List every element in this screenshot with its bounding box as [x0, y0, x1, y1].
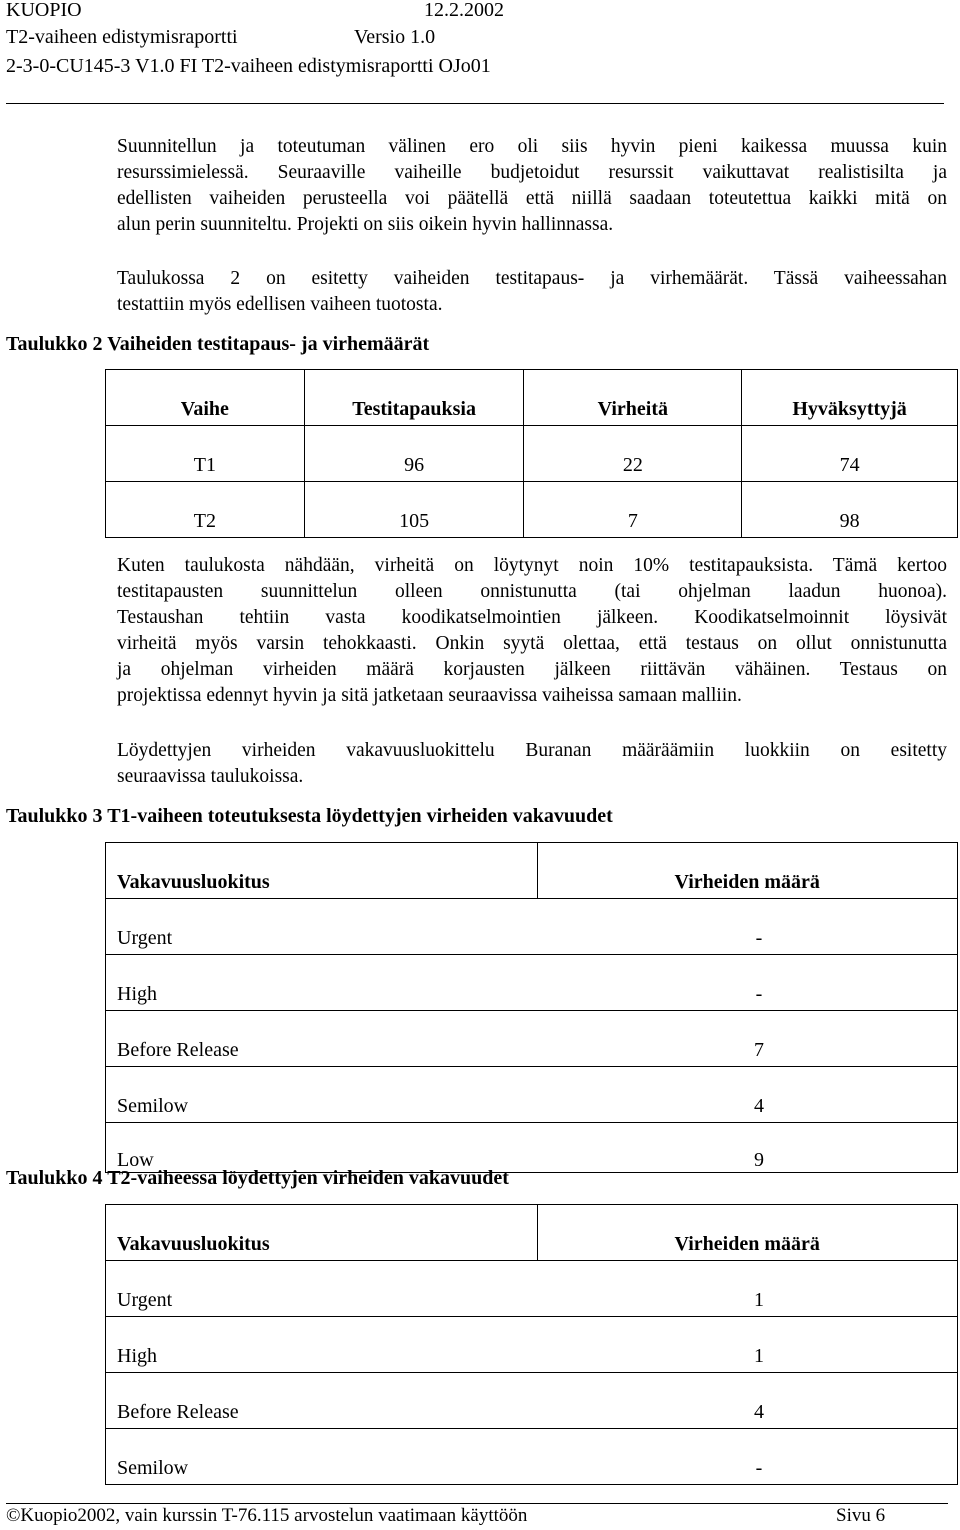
count-value: 1 — [754, 1289, 764, 1311]
table-row — [106, 899, 958, 955]
paragraph-line: testitapausten suunnittelun olleen onnistunutta (tai ohjelman laadun huonoa). — [117, 581, 947, 602]
paragraph-line: Taulukossa 2 on esitetty vaiheiden testitapaus- ja virhemäärät. Tässä vaiheessahan — [117, 268, 947, 289]
table-cell: T2 — [106, 482, 305, 538]
paragraph-line: alun perin suunniteltu. Projekti on siis oikein hyvin hallinnassa. — [117, 214, 614, 235]
table-cell: Semilow — [106, 1067, 538, 1123]
table-row — [106, 426, 958, 482]
column-header: Virheiden määrä — [537, 843, 958, 899]
table-2-caption: Taulukko 2 Vaiheiden testitapaus- ja virhemäärät — [6, 333, 430, 355]
table-header-row — [106, 1205, 958, 1261]
column-header: Vakavuusluokitus — [106, 1205, 538, 1261]
table-cell: 96 — [304, 426, 524, 482]
table-cell — [537, 1067, 958, 1123]
count-value: 4 — [754, 1095, 764, 1117]
count-value: - — [755, 983, 763, 1005]
table-cell: 7 — [524, 482, 742, 538]
column-header: Vaihe — [106, 370, 305, 426]
header-doc-id: 2-3-0-CU145-3 V1.0 FI T2-vaiheen edistymisraportti OJo01 — [6, 55, 491, 77]
table-2 — [105, 369, 958, 538]
paragraph-line: Testaushan tehtiin vasta koodikatselmointien jälkeen. Koodikatselmoinnit löysivät — [117, 607, 947, 628]
table-cell — [537, 1261, 958, 1317]
table-row — [106, 1261, 958, 1317]
table-row — [106, 1123, 958, 1173]
table-row — [106, 1429, 958, 1485]
paragraph-1 — [117, 134, 947, 238]
table-row — [106, 955, 958, 1011]
table-3 — [105, 842, 958, 1173]
table-cell — [537, 899, 958, 955]
paragraph-line: resurssimielessä. Seuraaville vaiheille budjetoidut resurssit vaikuttavat realistisilta ja — [117, 162, 947, 183]
column-header: Testitapauksia — [304, 370, 524, 426]
header-date: 12.2.2002 — [424, 0, 504, 21]
table-row — [106, 1067, 958, 1123]
table-cell: Low — [117, 1149, 154, 1171]
table-row — [106, 1011, 958, 1067]
header-rule — [6, 103, 944, 104]
count-value: - — [755, 1457, 763, 1479]
table-cell: Urgent — [106, 1261, 538, 1317]
count-value: 1 — [754, 1345, 764, 1367]
paragraph-line: ja ohjelman virheiden määrä korjausten jälkeen riittävän vähäinen. Testaus on — [117, 659, 947, 680]
table-cell — [537, 1123, 958, 1173]
table-row — [106, 1373, 958, 1429]
count-value: 4 — [754, 1401, 764, 1423]
table-cell: T1 — [106, 426, 305, 482]
table-4 — [105, 1204, 958, 1485]
column-header: Vakavuusluokitus — [106, 843, 538, 899]
column-header: Hyväksyttyjä — [742, 370, 958, 426]
column-header: Virheitä — [524, 370, 742, 426]
paragraph-line: virheitä myös varsin tehokkaasti. Onkin syytä olettaa, että testaus on ollut onnistunutta — [117, 633, 947, 654]
footer-rule — [6, 1503, 948, 1504]
table-cell: High — [106, 1317, 538, 1373]
paragraph-3 — [117, 553, 947, 709]
count-value: 9 — [754, 1149, 764, 1171]
count-value: 7 — [754, 1039, 764, 1061]
count-value: - — [755, 927, 763, 949]
table-header-row — [106, 843, 958, 899]
table-row — [106, 1317, 958, 1373]
footer-copyright: ©Kuopio2002, vain kurssin T-76.115 arvostelun vaatimaan käyttöön — [6, 1505, 528, 1526]
table-cell: Semilow — [117, 1457, 189, 1479]
table-cell — [537, 1429, 958, 1485]
header-version: Versio 1.0 — [354, 26, 436, 48]
table-cell — [537, 1373, 958, 1429]
table-3-caption: Taulukko 3 T1-vaiheen toteutuksesta löydettyjen virheiden vakavuudet — [6, 805, 613, 827]
table-cell: 74 — [742, 426, 958, 482]
paragraph-4 — [117, 738, 947, 790]
paragraph-line: Kuten taulukosta nähdään, virheitä on löytynyt noin 10% testitapauksista. Tämä kertoo — [117, 555, 947, 576]
table-cell: 105 — [304, 482, 524, 538]
table-cell: Before Release — [106, 1373, 538, 1429]
paragraph-line: edellisten vaiheiden perusteella voi päätellä että niillä saadaan toteutettua kaikki mitä on — [117, 188, 947, 209]
table-cell — [537, 1011, 958, 1067]
header-org: KUOPIO — [6, 0, 82, 21]
table-cell — [537, 1317, 958, 1373]
table-header-row — [106, 370, 958, 426]
table-cell: 22 — [524, 426, 742, 482]
paragraph-2 — [117, 266, 947, 318]
paragraph-line: projektissa edennyt hyvin ja sitä jatketaan seuraavissa vaiheissa samaan malliin. — [117, 685, 742, 706]
table-cell: High — [106, 955, 538, 1011]
table-cell: 98 — [742, 482, 958, 538]
footer-page-number: Sivu 6 — [836, 1505, 886, 1526]
paragraph-line: testattiin myös edellisen vaiheen tuotosta. — [117, 294, 443, 315]
paragraph-line: Löydettyjen virheiden vakavuusluokittelu Buranan määräämiin luokkiin on esitetty — [117, 740, 947, 761]
paragraph-line: Suunnitellun ja toteutuman välinen ero oli siis hyvin pieni kaikessa muussa kuin — [117, 136, 947, 157]
table-row — [106, 482, 958, 538]
paragraph-line: seuraavissa taulukoissa. — [117, 766, 304, 787]
table-cell: Urgent — [106, 899, 538, 955]
header-doc-title: T2-vaiheen edistymisraportti — [6, 26, 238, 48]
table-cell: Before Release — [106, 1011, 538, 1067]
table-cell — [537, 955, 958, 1011]
table-4-caption: Taulukko 4 T2-vaiheessa löydettyjen virheiden vakavuudet — [6, 1167, 509, 1189]
column-header: Virheiden määrä — [537, 1205, 958, 1261]
